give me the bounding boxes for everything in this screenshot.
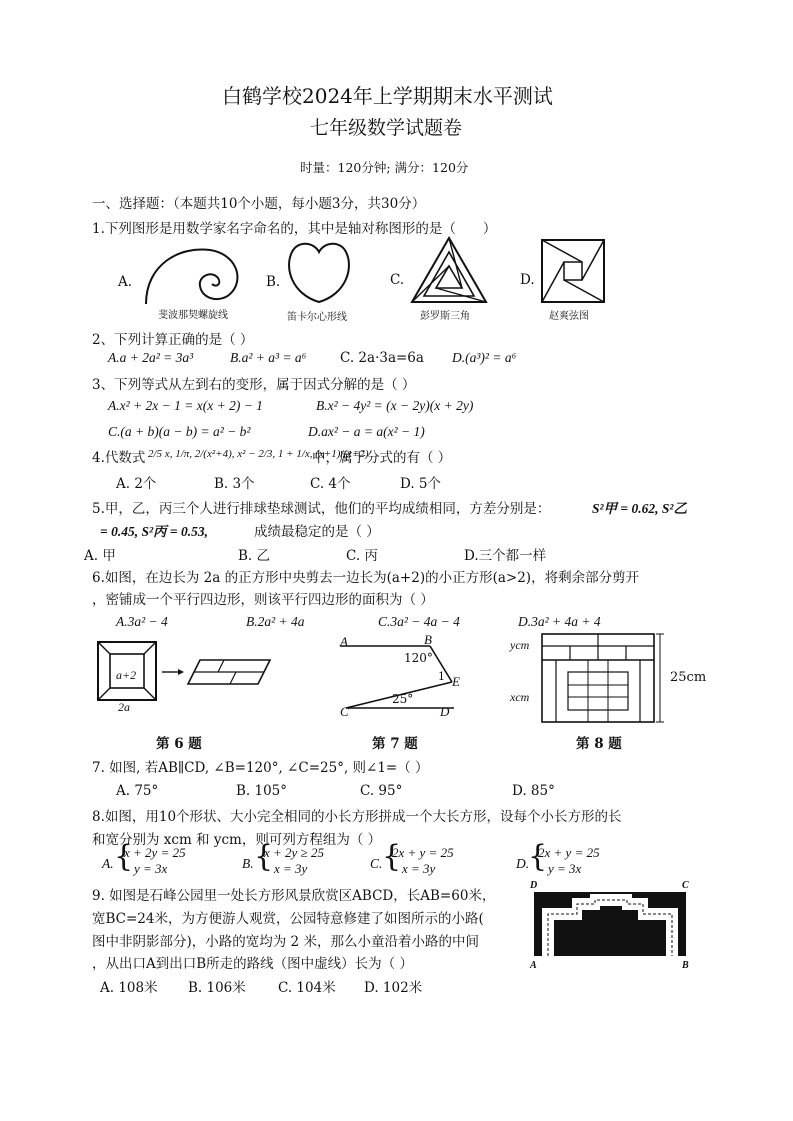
fig7-point-e: E [452,674,460,689]
q6-option-d: D.3a² + 4a + 4 [518,614,601,629]
q7-option-b: B. 105° [236,783,288,799]
q3-option-d: D.ax² − a = a(x² − 1) [308,424,425,439]
q8-option-c-label: C. [370,856,383,871]
figure-8-caption: 第 8 题 [576,736,622,752]
question-9-line3: 图中非阴影部分)，小路的宽均为 2 米，那么小童沿着小路的中间 [92,934,479,950]
q1-caption-d: 赵爽弦图 [549,311,589,322]
q5-option-b: B. 乙 [238,548,271,564]
q4-option-a: A. 2个 [116,476,157,492]
question-9-line2: 宽BC=24米，为方便游人观赏，公园特意修建了如图所示的小路( [92,911,484,927]
q7-option-d: D. 85° [512,783,555,799]
fig7-point-b: B [424,632,432,647]
q2-option-c: C. 2a·3a=6a [340,350,424,366]
q8-option-c-eq2: x = 3y [402,861,436,876]
question-5-line1: 5.甲，乙，丙三个人进行排球垫球测试，他们的平均成绩相同，方差分别是： [92,501,551,517]
fig6-inner-label: a+2 [116,668,137,682]
q5-variance-1: S²甲 = 0.62, S²乙 [592,501,687,516]
fig6-outer-label: 2a [118,700,130,714]
q5-option-d: D.三个都一样 [464,548,547,564]
q7-option-c: C. 95° [360,783,403,799]
q3-option-c: C.(a + b)(a − b) = a² − b² [108,424,251,439]
q9-option-a: A. 108米 [100,980,158,996]
exam-title: 白鹤学校2024年上学期期末水平测试 [222,84,553,108]
fig9-point-d: D [530,880,538,891]
q8-option-a-label: A. [102,856,114,871]
q6-option-a: A.3a² − 4 [116,614,168,629]
fig8-y-label: ycm [510,638,530,652]
q8-option-b-label: B. [242,856,254,871]
figure-7-caption: 第 7 题 [372,736,418,752]
q8-option-d-brace: { [528,839,548,874]
q4-option-d: D. 5个 [400,476,442,492]
question-8-line2: 和宽分别为 xcm 和 ycm，则可列方程组为（ ） [92,832,382,848]
fig7-angle-1: 1 [438,670,445,683]
q1-caption-b: 笛卡尔心形线 [287,312,347,323]
exam-subtitle: 七年级数学试题卷 [310,117,463,139]
fig7-angle-c: 25° [392,692,414,706]
q5-variance-2: = 0.45, S²丙 = 0.53, [100,524,208,539]
q8-option-a-brace: { [114,839,134,874]
fig7-point-c: C [340,704,349,719]
exam-info: 时量：120分钟; 满分：120分 [300,160,469,175]
figure-6-caption: 第 6 题 [156,736,202,752]
fig9-point-b: B [682,960,689,971]
cardioid-figure [284,238,354,308]
q8-option-c-brace: { [382,839,402,874]
q1-caption-c: 彭罗斯三角 [420,311,470,322]
question-4-stem-suffix: 中，属于分式的有（ ） [312,450,452,466]
q2-option-a: A.a + 2a² = 3a³ [108,350,194,365]
fig7-point-a: A [340,634,348,649]
fig8-x-label: xcm [510,690,530,704]
question-3-stem: 3、下列等式从左到右的变形，属于因式分解的是（ ） [92,377,416,393]
q1-label-d: D. [520,272,535,288]
question-6-line2: ，密铺成一个平行四边形，则该平行四边形的面积为（ ） [92,592,434,608]
q1-label-c: C. [390,272,405,288]
q4-expression-list: 2/5 x, 1/π, 2/(x²+4), x² − 2/3, 1 + 1/x, (x+1)/(x+2) [148,448,369,460]
q9-option-b: B. 106米 [188,980,246,996]
fibonacci-spiral-figure [140,242,250,312]
q9-option-d: D. 102米 [364,980,423,996]
fig7-angle-b: 120° [404,651,433,665]
fig9-point-a: A [530,960,537,971]
q2-option-b: B.a² + a³ = a⁶ [230,350,307,365]
q8-option-b-eq2: x = 3y [274,861,308,876]
q8-option-d-eq1: 2x + y = 25 [538,845,600,860]
question-5-line2: 成绩最稳定的是（ ） [254,524,380,540]
q9-option-c: C. 104米 [278,980,336,996]
question-8-line1: 8.如图，用10个形状、大小完全相同的小长方形拼成一个大长方形，设每个小长方形的长 [92,809,622,825]
figure-9-park-path-diagram [532,890,692,962]
question-4-stem-prefix: 4.代数式 [92,450,146,466]
q6-option-b: B.2a² + 4a [246,614,305,629]
question-7-stem: 7. 如图, 若AB∥CD, ∠B=120°, ∠C=25°, 则∠1=（ ） [92,760,429,776]
question-1-stem: 1.下列图形是用数学家名字命名的，其中是轴对称图形的是（ ） [92,221,497,237]
penrose-triangle-figure [410,236,488,306]
q3-option-a: A.x² + 2x − 1 = x(x + 2) − 1 [108,398,263,413]
zhao-shuang-figure [540,238,606,304]
q8-option-a-eq1: x + 2y = 25 [124,845,186,860]
q5-option-a: A. 甲 [84,548,116,564]
question-6-line1: 6.如图，在边长为 2a 的正方形中央剪去一边长为(a+2)的小正方形(a>2)，将剩余部分剪开 [92,570,640,586]
fig8-total-label: 25cm [670,670,707,685]
question-9-line4: ，从出口A到出口B所走的路线（图中虚线）长为（ ） [92,956,413,972]
q4-option-c: C. 4个 [310,476,351,492]
q1-caption-a: 斐波那契螺旋线 [158,310,228,321]
q8-option-c-eq1: 2x + y = 25 [392,845,454,860]
q4-option-b: B. 3个 [214,476,255,492]
q8-option-a-eq2: y = 3x [134,861,168,876]
q2-option-d: D.(a³)² = a⁶ [452,350,517,365]
q3-option-b: B.x² − 4y² = (x − 2y)(x + 2y) [316,398,474,413]
q8-option-b-eq1: x + 2y ≥ 25 [264,845,324,860]
section-heading: 一、选择题：（本题共10个小题，每小题3分，共30分） [92,196,426,212]
q1-label-a: A. [118,274,133,290]
q7-option-a: A. 75° [116,783,159,799]
fig9-point-c: C [682,880,689,891]
question-9-line1: 9. 如图是石峰公园里一处长方形风景欣赏区ABCD，长AB=60米， [92,888,496,904]
q6-option-c: C.3a² − 4a − 4 [378,614,460,629]
q8-option-d-label: D. [516,856,530,871]
q8-option-d-eq2: y = 3x [548,861,582,876]
question-2-stem: 2、下列计算正确的是（ ） [92,332,254,348]
q8-option-b-brace: { [254,839,274,874]
q5-option-c: C. 丙 [346,548,378,564]
fig7-point-d: D [440,704,450,719]
q1-label-b: B. [266,274,281,290]
figure-8-rectangle-tiling [540,632,670,724]
